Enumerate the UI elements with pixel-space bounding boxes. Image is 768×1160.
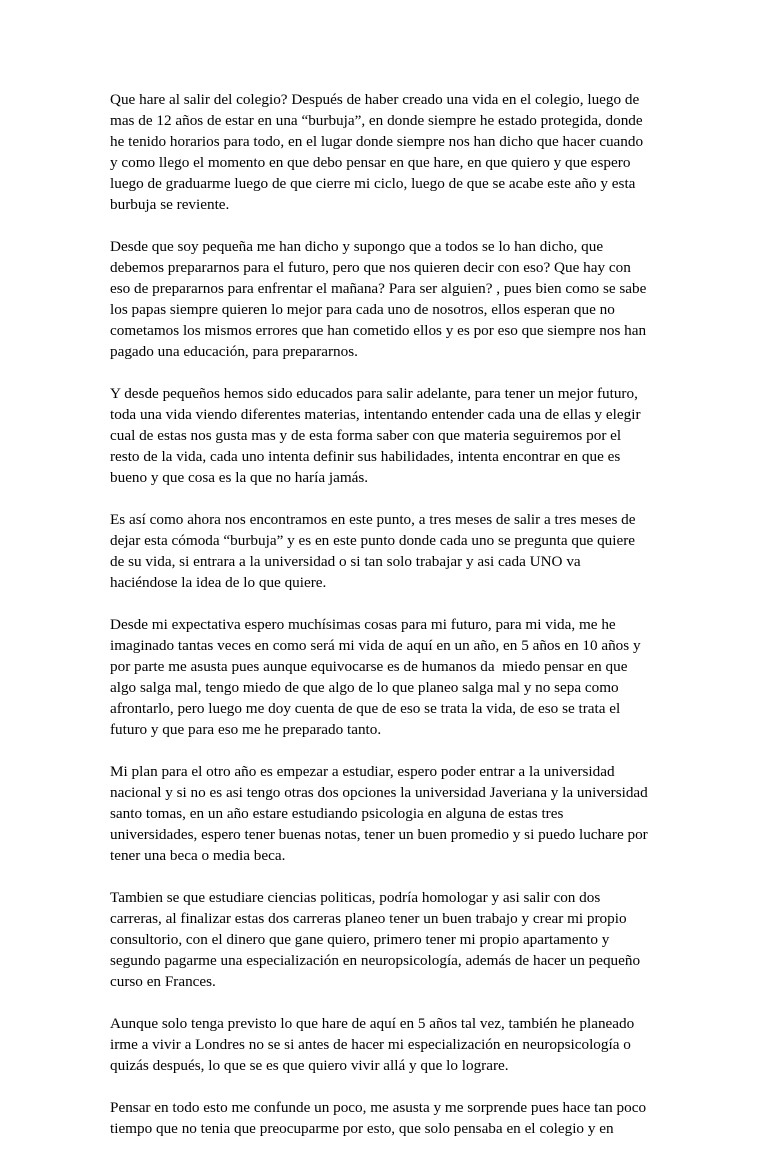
- paragraph-4: [110, 509, 662, 593]
- text-line: toda una vida viendo diferentes materias, intentando entender cada una de ellas y elegir: [110, 406, 641, 423]
- text-line: Mi plan para el otro año es empezar a estudiar, espero poder entrar a la universidad: [110, 763, 615, 780]
- text-line: burbuja se reviente.: [110, 196, 230, 213]
- text-line: curso en Frances.: [110, 973, 216, 990]
- text-line: por parte me asusta pues aunque equivocarse es de humanos da miedo pensar en que: [110, 658, 628, 675]
- text-line: cometamos los mismos errores que han cometido ellos y es por eso que siempre nos han: [110, 322, 647, 339]
- text-line: de su vida, si entrara a la universidad o si tan solo trabajar y asi cada UNO va: [110, 553, 581, 570]
- paragraph-9: [110, 1097, 662, 1139]
- text-line: Pensar en todo esto me confunde un poco, me asusta y me sorprende pues hace tan poco: [110, 1099, 647, 1116]
- text-line: pagado una educación, para prepararnos.: [110, 343, 358, 360]
- text-line: Desde mi expectativa espero muchísimas cosas para mi futuro, para mi vida, me he: [110, 616, 616, 633]
- text-line: algo salga mal, tengo miedo de que algo de lo que planeo salga mal y no sepa como: [110, 679, 619, 696]
- document-body: [110, 89, 662, 1160]
- paragraph-8: [110, 1013, 662, 1076]
- text-line: Aunque solo tenga previsto lo que hare de aquí en 5 años tal vez, también he planeado: [110, 1015, 635, 1032]
- text-line: eso de prepararnos para enfrentar el mañana? Para ser alguien? , pues bien como se sabe: [110, 280, 647, 297]
- text-line: debemos prepararnos para el futuro, pero que nos quieren decir con eso? Que hay con: [110, 259, 631, 276]
- paragraph-3: [110, 383, 662, 488]
- text-line: mas de 12 años de estar en una “burbuja”, en donde siempre he estado protegida, donde: [110, 112, 643, 129]
- text-line: afrontarlo, pero luego me doy cuenta de que de eso se trata la vida, de eso se trata el: [110, 700, 621, 717]
- text-line: Desde que soy pequeña me han dicho y supongo que a todos se lo han dicho, que: [110, 238, 604, 255]
- text-line: universidades, espero tener buenas notas, tener un buen promedio y si puedo luchare por: [110, 826, 648, 843]
- text-line: tiempo que no tenia que preocuparme por esto, que solo pensaba en el colegio y en: [110, 1120, 614, 1137]
- text-line: bueno y que cosa es la que no haría jamás.: [110, 469, 369, 486]
- text-line: santo tomas, en un año estare estudiando psicologia en alguna de estas tres: [110, 805, 564, 822]
- text-line: luego de graduarme luego de que cierre mi ciclo, luego de que se acabe este año y esta: [110, 175, 636, 192]
- text-line: imaginado tantas veces en como será mi vida de aquí en un año, en 5 años en 10 años y: [110, 637, 641, 654]
- text-line: quizás después, lo que se es que quiero vivir allá y que lo lograre.: [110, 1057, 509, 1074]
- text-line: Y desde pequeños hemos sido educados para salir adelante, para tener un mejor futuro,: [110, 385, 638, 402]
- paragraph-5: [110, 614, 662, 740]
- text-line: he tenido horarios para todo, en el lugar donde siempre nos han dicho que hacer cuando: [110, 133, 644, 150]
- text-line: irme a vivir a Londres no se si antes de hacer mi especialización en neuropsicología o: [110, 1036, 631, 1053]
- text-line: segundo pagarme una especialización en neuropsicología, además de hacer un pequeño: [110, 952, 641, 969]
- text-line: tener una beca o media beca.: [110, 847, 286, 864]
- text-line: carreras, al finalizar estas dos carreras planeo tener un buen trabajo y crear mi propio: [110, 910, 627, 927]
- text-line: resto de la vida, cada uno intenta definir sus habilidades, intenta encontrar en que es: [110, 448, 621, 465]
- paragraph-7: [110, 887, 662, 992]
- paragraph-1: [110, 89, 662, 215]
- text-line: futuro y que para eso me he preparado tanto.: [110, 721, 382, 738]
- text-line: haciéndose la idea de lo que quiere.: [110, 574, 327, 591]
- text-line: Es así como ahora nos encontramos en este punto, a tres meses de salir a tres meses de: [110, 511, 636, 528]
- text-line: Tambien se que estudiare ciencias politicas, podría homologar y asi salir con dos: [110, 889, 601, 906]
- text-line: dejar esta cómoda “burbuja” y es en este punto donde cada uno se pregunta que quiere: [110, 532, 636, 549]
- text-line: cual de estas nos gusta mas y de esta forma saber con que materia seguiremos por el: [110, 427, 622, 444]
- text-line: Que hare al salir del colegio? Después de haber creado una vida en el colegio, luego de: [110, 91, 640, 108]
- text-line: y como llego el momento en que debo pensar en que hare, en que quiero y que espero: [110, 154, 631, 171]
- paragraph-2: [110, 236, 662, 362]
- text-line: consultorio, con el dinero que gane quiero, primero tener mi propio apartamento y: [110, 931, 610, 948]
- paragraph-6: [110, 761, 662, 866]
- text-line: los papas siempre quieren lo mejor para cada uno de nosotros, ellos esperan que no: [110, 301, 615, 318]
- text-line: nacional y si no es asi tengo otras dos opciones la universidad Javeriana y la universidad: [110, 784, 648, 801]
